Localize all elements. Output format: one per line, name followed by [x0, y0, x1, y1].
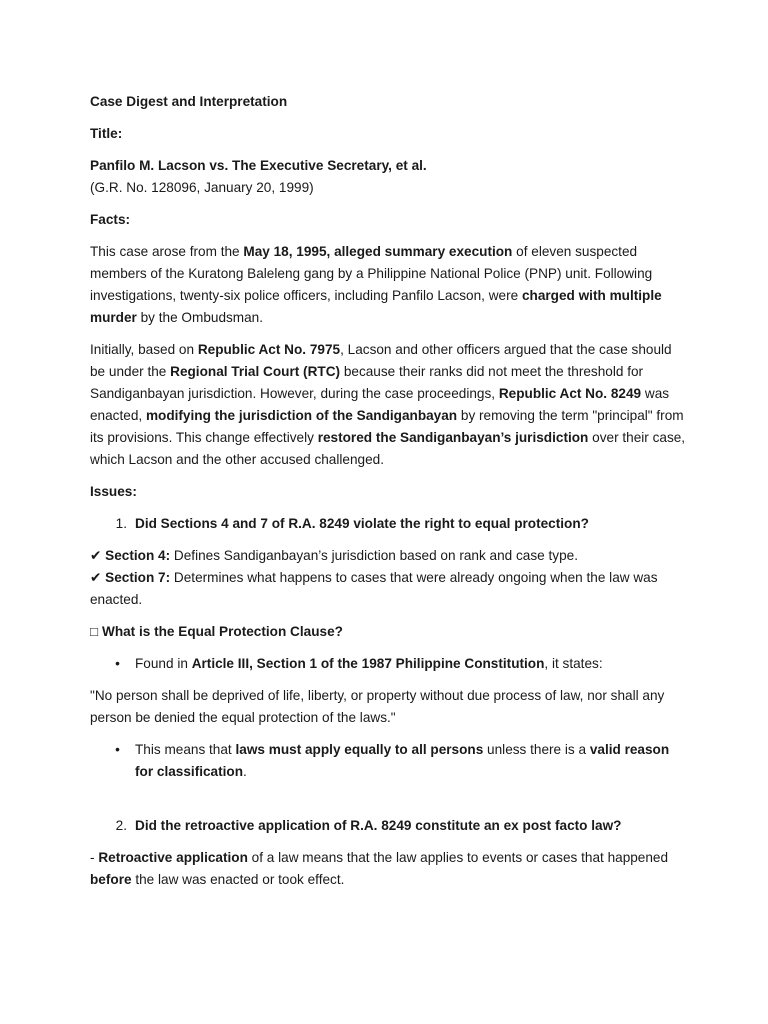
bullet-item-1: • Found in Article III, Section 1 of the 1987 Philippine Constitution, it states: [90, 653, 690, 675]
document-body [90, 91, 690, 891]
document-heading: Case Digest and Interpretation [90, 94, 288, 109]
section-4-note: ✔ Section 4: Defines Sandiganbayan’s jurisdiction based on rank and case type. [90, 548, 578, 563]
facts-paragraph-2: Initially, based on Republic Act No. 7975, Lacson and other officers argued that the case should be under the Regional Trial Court (RTC) because their ranks did not meet the threshold for Sandiganbayan jurisdiction. However, during the case proceedings, Republic Act No. 8249 was enacted, modifying the jurisdiction of the Sandiganbayan by removing the term "principal" from its provisions. This change effectively restored the Sandiganbayan’s jurisdiction over their case, which Lacson and the other accused challenged. [90, 342, 686, 467]
facts-paragraph-1: This case arose from the May 18, 1995, alleged summary execution of eleven suspected members of the Kuratong Baleleng gang by a Philippine National Police (PNP) unit. Following investigations, twenty-six police officers, including Panfilo Lacson, were charged with multiple murder by the Ombudsman. [90, 244, 662, 325]
retroactive-definition: - Retroactive application of a law means that the law applies to events or cases that happened before the law was enacted or took effect. [90, 850, 669, 887]
constitution-quote: "No person shall be deprived of life, liberty, or property without due process of law, nor shall any person be denied the equal protection of the laws." [90, 688, 665, 725]
issue-2 [90, 815, 690, 837]
issue-2-number: 2. [115, 818, 127, 833]
issue-1 [90, 513, 690, 535]
bullet-item-2: • This means that laws must apply equally to all persons unless there is a valid reason for classification. [90, 739, 690, 783]
facts-label: Facts: [90, 212, 131, 227]
issues-label: Issues: [90, 484, 137, 499]
section-7-note: ✔ Section 7: Determines what happens to cases that were already ongoing when the law was enacted. [90, 570, 658, 607]
bullet-icon: • [115, 656, 120, 671]
issue-2-text: Did the retroactive application of R.A. 8249 constitute an ex post facto law? [135, 818, 622, 833]
case-name: Panfilo M. Lacson vs. The Executive Secretary, et al. [90, 158, 427, 173]
equal-protection-heading: □ What is the Equal Protection Clause? [90, 624, 343, 639]
issue-1-number: 1. [115, 516, 127, 531]
issue-1-text: Did Sections 4 and 7 of R.A. 8249 violate the right to equal protection? [135, 516, 589, 531]
title-label: Title: [90, 126, 123, 141]
case-citation: (G.R. No. 128096, January 20, 1999) [90, 180, 314, 195]
bullet-icon: • [115, 742, 120, 757]
